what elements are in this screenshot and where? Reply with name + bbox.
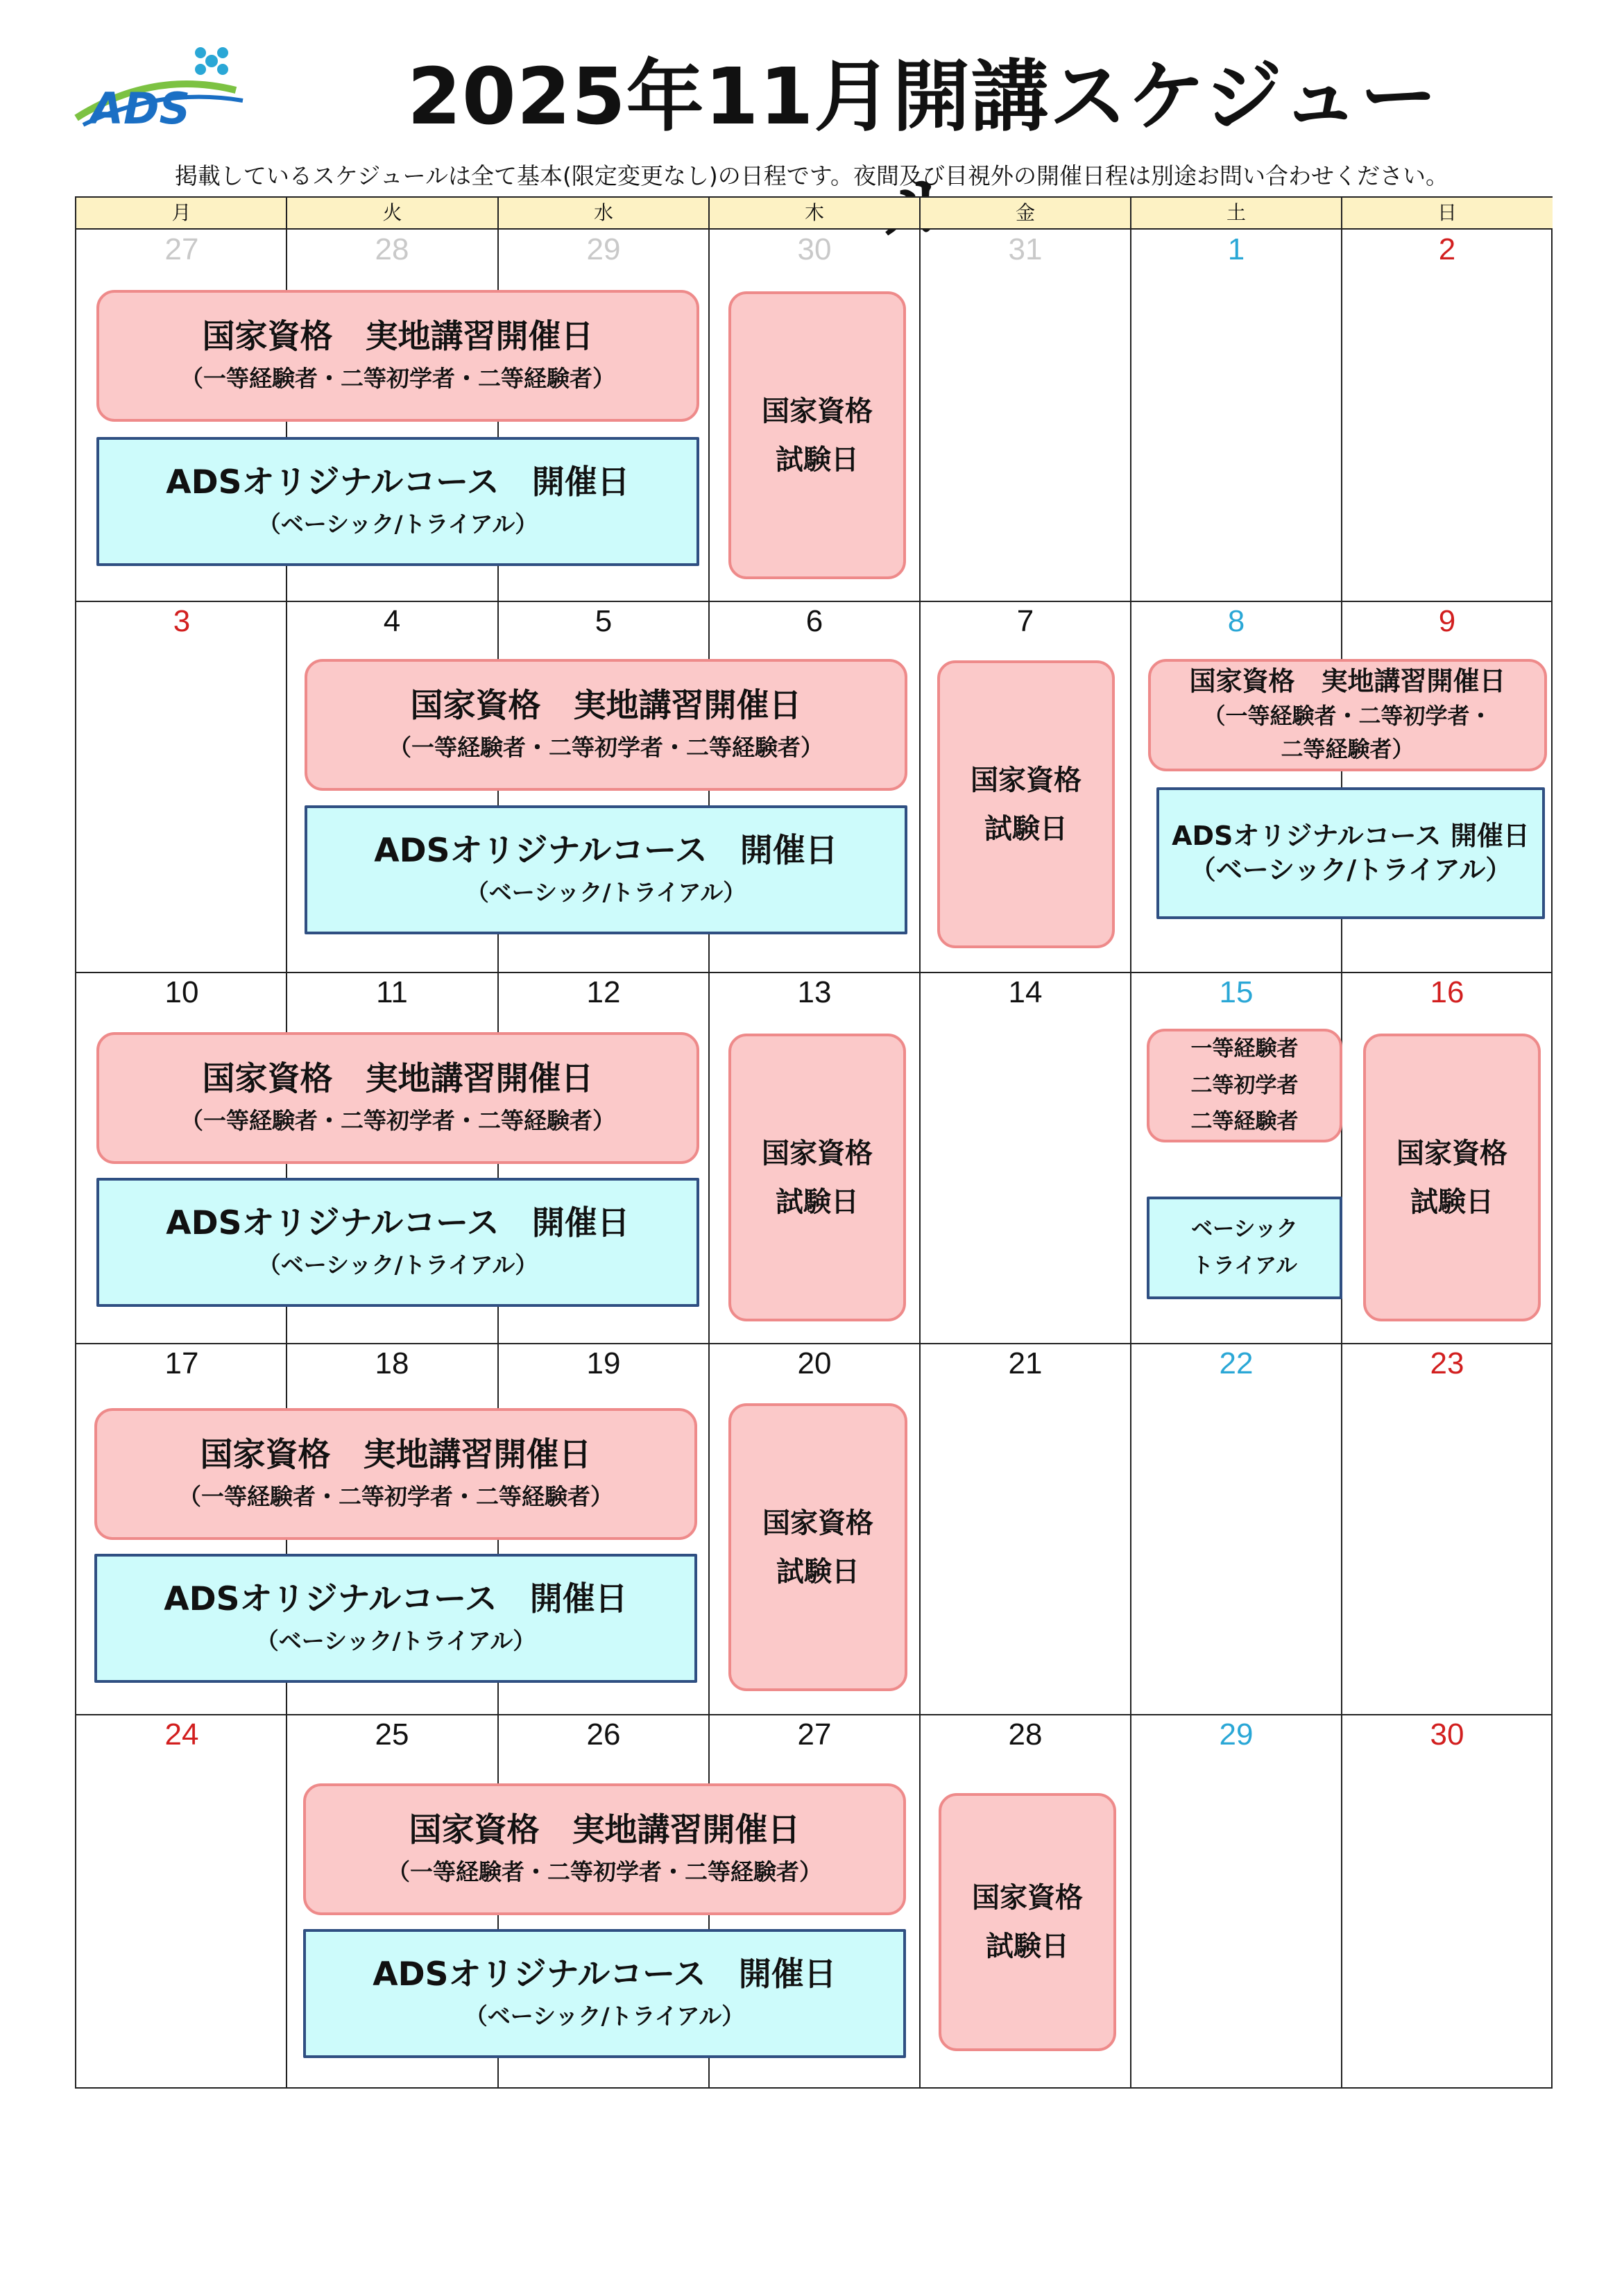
event-text: （ベーシック/トライアル） xyxy=(257,1251,538,1279)
event-text: （ベーシック/トライアル） xyxy=(255,1627,536,1655)
original-course-event[interactable] xyxy=(96,1178,699,1307)
exam-day-event[interactable] xyxy=(1363,1034,1541,1321)
day-number: 15 xyxy=(1219,975,1254,1009)
day-number: 30 xyxy=(1430,1717,1464,1751)
ads-logo xyxy=(69,42,250,139)
day-number: 6 xyxy=(805,604,823,638)
day-number: 2 xyxy=(1438,232,1456,266)
day-number: 21 xyxy=(1008,1346,1043,1380)
grid-column-line xyxy=(1341,198,1342,2087)
practical-training-event[interactable] xyxy=(1148,659,1547,771)
day-number: 18 xyxy=(375,1346,409,1380)
day-number: 30 xyxy=(797,232,832,266)
practical-training-event[interactable] xyxy=(96,290,699,422)
weekday-header: 木 xyxy=(709,198,920,230)
event-text: 国家資格 xyxy=(971,764,1082,796)
practical-training-event[interactable] xyxy=(96,1032,699,1164)
day-number: 12 xyxy=(586,975,621,1009)
original-course-event[interactable] xyxy=(305,805,907,934)
event-text: ADSオリジナルコース 開催日 xyxy=(374,831,838,870)
event-text: （ベーシック/トライアル） xyxy=(257,511,538,538)
day-number: 19 xyxy=(586,1346,621,1380)
day-number: 28 xyxy=(375,232,409,266)
day-number: 28 xyxy=(1008,1717,1043,1751)
day-number: 9 xyxy=(1438,604,1456,638)
weekday-header: 水 xyxy=(498,198,709,230)
event-text: 試験日 xyxy=(776,443,859,476)
weekday-header: 月 xyxy=(76,198,287,230)
original-course-event[interactable] xyxy=(96,437,699,566)
event-text: 試験日 xyxy=(776,1185,859,1218)
event-text: 試験日 xyxy=(984,812,1068,845)
event-text: 試験日 xyxy=(986,1930,1069,1962)
course-list-event[interactable] xyxy=(1147,1197,1342,1299)
event-text: 二等初学者 xyxy=(1190,1072,1299,1098)
event-text: 国家資格 実地講習開催日 xyxy=(202,1059,594,1098)
day-number: 1 xyxy=(1227,232,1245,266)
exam-day-event[interactable] xyxy=(937,660,1115,948)
event-text: 一等経験者 xyxy=(1190,1036,1299,1061)
svg-text:ADS: ADS xyxy=(90,83,191,134)
event-text: （一等経験者・二等初学者・二等経験者） xyxy=(388,734,823,762)
day-number: 11 xyxy=(376,975,408,1009)
event-text: （一等経験者・二等初学者・ xyxy=(1203,702,1492,729)
day-number: 27 xyxy=(164,232,199,266)
practical-training-event[interactable] xyxy=(305,659,907,791)
day-number: 17 xyxy=(164,1346,199,1380)
original-course-event[interactable] xyxy=(1156,787,1545,919)
day-number: 4 xyxy=(383,604,401,638)
event-text: 国家資格 xyxy=(1396,1137,1507,1170)
day-number: 26 xyxy=(586,1717,621,1751)
day-number: 8 xyxy=(1227,604,1245,638)
day-number: 13 xyxy=(797,975,832,1009)
exam-day-event[interactable] xyxy=(728,1403,907,1691)
practical-training-event[interactable] xyxy=(303,1783,906,1915)
grid-row-line xyxy=(76,972,1551,973)
day-number: 16 xyxy=(1430,975,1464,1009)
day-number: 14 xyxy=(1008,975,1043,1009)
exam-day-event[interactable] xyxy=(728,291,906,579)
event-text: （一等経験者・二等初学者・二等経験者） xyxy=(180,1107,615,1135)
day-number: 7 xyxy=(1016,604,1034,638)
page-title: 2025年11月開講スケジュー xyxy=(407,52,1439,142)
event-text: ADSオリジナルコース 開催日 xyxy=(1172,820,1530,851)
weekday-header: 日 xyxy=(1342,198,1553,230)
day-number: 10 xyxy=(164,975,199,1009)
day-number: 31 xyxy=(1008,232,1043,266)
event-text: 国家資格 実地講習開催日 xyxy=(202,317,594,356)
day-number: 25 xyxy=(375,1717,409,1751)
event-text: 試験日 xyxy=(776,1555,860,1588)
event-text: 国家資格 xyxy=(762,1137,873,1170)
event-text: 国家資格 実地講習開催日 xyxy=(200,1435,592,1474)
weekday-header: 土 xyxy=(1131,198,1342,230)
event-text: （一等経験者・二等初学者・二等経験者） xyxy=(180,365,615,393)
event-text: （一等経験者・二等初学者・二等経験者） xyxy=(178,1483,613,1511)
weekday-header: 金 xyxy=(920,198,1131,230)
event-text: ベーシック xyxy=(1191,1217,1298,1242)
practical-training-event[interactable] xyxy=(94,1408,697,1540)
grid-row-line xyxy=(76,1714,1551,1715)
original-course-event[interactable] xyxy=(303,1929,906,2058)
event-text: 試験日 xyxy=(1410,1185,1494,1218)
event-text: 国家資格 実地講習開催日 xyxy=(1189,666,1506,697)
grid-column-line xyxy=(1130,198,1131,2087)
day-number: 20 xyxy=(797,1346,832,1380)
day-number: 29 xyxy=(1219,1717,1254,1751)
event-text: （ベーシック/トライアル） xyxy=(464,2003,745,2030)
exam-day-event[interactable] xyxy=(939,1793,1116,2051)
day-number: 24 xyxy=(164,1717,199,1751)
schedule-notice: 掲載しているスケジュールは全て基本(限定変更なし)の日程です。夜間及び目視外の開催日程は別途お問い合わせください。 xyxy=(174,162,1449,189)
event-text: 二等経験者） xyxy=(1281,735,1414,762)
grid-row-line xyxy=(76,601,1551,602)
event-text: ADSオリジナルコース 開催日 xyxy=(166,1203,630,1242)
grid-row-line xyxy=(76,1343,1551,1344)
event-text: ADSオリジナルコース 開催日 xyxy=(164,1579,628,1618)
event-text: 国家資格 xyxy=(762,1507,873,1539)
level-list-event[interactable] xyxy=(1147,1029,1342,1142)
event-text: （一等経験者・二等初学者・二等経験者） xyxy=(387,1858,822,1886)
event-text: ADSオリジナルコース 開催日 xyxy=(373,1955,837,1994)
day-number: 5 xyxy=(595,604,613,638)
event-text: 国家資格 xyxy=(762,395,873,427)
event-text: （ベーシック/トライアル） xyxy=(465,879,746,907)
day-number: 22 xyxy=(1219,1346,1254,1380)
event-text: （ベーシック/トライアル） xyxy=(1189,855,1512,885)
weekday-header: 火 xyxy=(287,198,498,230)
grid-column-line xyxy=(919,198,921,2087)
event-text: 二等経験者 xyxy=(1190,1109,1299,1135)
day-number: 27 xyxy=(797,1717,832,1751)
original-course-event[interactable] xyxy=(94,1554,697,1683)
event-text: 国家資格 実地講習開催日 xyxy=(410,686,802,725)
event-text: トライアル xyxy=(1192,1253,1297,1278)
event-text: 国家資格 xyxy=(972,1882,1083,1914)
event-text: ADSオリジナルコース 開催日 xyxy=(166,463,630,502)
event-text: 国家資格 実地講習開催日 xyxy=(409,1810,801,1849)
day-number: 29 xyxy=(586,232,621,266)
day-number: 23 xyxy=(1430,1346,1464,1380)
day-number: 3 xyxy=(173,604,191,638)
exam-day-event[interactable] xyxy=(728,1034,906,1321)
calendar-grid xyxy=(75,196,1553,2089)
